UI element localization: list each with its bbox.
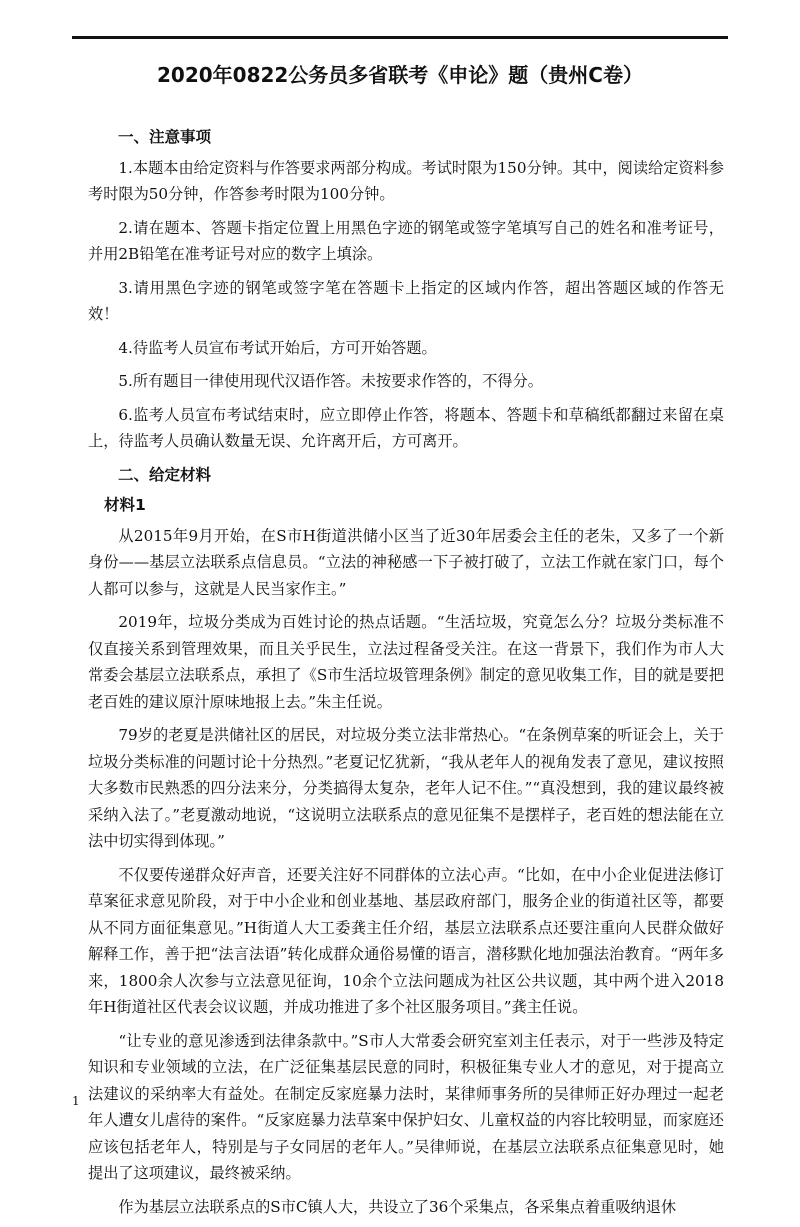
material-paragraph: 不仅要传递群众好声音，还要关注好不同群体的立法心声。“比如，在中小企业促进法修订草案征求意见阶段，对于中小企业和创业基地、基层政府部门，服务企业的街道社区等，都要从不同方面征集意见。”H街道人大工委龚主任介绍，基层立法联系点还要注重向人民群众做好解释工作，善于把“法言法语”转化成群众通俗易懂的语言，潜移默化地加强法治教育。“两年多来，1800余人次参与立法意见征询，10余个立法问题成为社区公共议题，其中两个进入2018年H街道社区代表会议议题，并成功推进了多个社区服务项目。”龚主任说。 [88,865,724,1016]
top-rule [72,36,728,39]
notice-item: 2.请在题本、答题卡指定位置上用黑色字迹的钢笔或签字笔填写自己的姓名和准考证号，并用2B铅笔在准考证号对应的数字上填涂。 [88,218,724,263]
notice-item: 1.本题本由给定资料与作答要求两部分构成。考试时限为150分钟。其中，阅读给定资料参考时限为50分钟，作答参考时限为100分钟。 [88,158,724,203]
document-body [88,124,724,1227]
notice-item: 4.待监考人员宣布考试开始后，方可开始答题。 [118,338,437,357]
material-paragraph: “让专业的意见渗透到法律条款中。”S市人大常委会研究室刘主任表示，对于一些涉及特定知识和专业领域的立法，在广泛征集基层民意的同时，积极征集专业人才的意见，对于提高立法建议的采纳率大有益处。在制定反家庭暴力法时，某律师事务所的吴律师正好办理过一起老年人遭女儿虐待的案件。“反家庭暴力法草案中保护妇女、儿童权益的内容比较明显，而家庭还应该包括老年人，特别是与子女同居的老年人。”吴律师说，在基层立法联系点征集意见时，她提出了这项建议，最终被采纳。 [88,1031,724,1182]
page-number: 1 [72,1094,80,1108]
material-paragraph: 从2015年9月开始，在S市H街道洪储小区当了近30年居委会主任的老朱，又多了一个新身份——基层立法联系点信息员。“立法的神秘感一下子被打破了，立法工作就在家门口，每个人都可以参与，这就是人民当家作主。” [88,526,724,598]
notice-item: 3.请用黑色字迹的钢笔或签字笔在答题卡上指定的区域内作答，超出答题区域的作答无效！ [88,278,724,323]
material-paragraph: 79岁的老夏是洪储社区的居民，对垃圾分类立法非常热心。“在条例草案的听证会上，关于垃圾分类标准的问题讨论十分热烈。”老夏记忆犹新，“我从老年人的视角发表了意见，建议按照大多数市民熟悉的四分法来分，分类搞得太复杂，老年人记不住。”“真没想到，我的建议最终被采纳入法了。”老夏激动地说，“这说明立法联系点的意见征集不是摆样子，老百姓的想法能在立法中切实得到体现。” [88,726,724,850]
notice-item: 5.所有题目一律使用现代汉语作答。未按要求作答的，不得分。 [118,372,543,390]
section-heading-notes: 一、注意事项 [118,128,212,146]
material-paragraph: 2019年，垃圾分类成为百姓讨论的热点话题。“生活垃圾，究竟怎么分？垃圾分类标准不仅直接关系到管理效果，而且关乎民生，立法过程备受关注。在这一背景下，我们作为市人大常委会基层立法联系点，承担了《S市生活垃圾管理条例》制定的意见收集工作，目的就是要把老百姓的建议原汁原味地报上去。”朱主任说。 [88,613,724,711]
section-heading-materials: 二、给定材料 [118,465,212,484]
notice-item: 6.监考人员宣布考试结束时，应立即停止作答，将题本、答题卡和草稿纸都翻过来留在桌上，待监考人员确认数量无误、允许离开后，方可离开。 [88,405,724,450]
material-paragraph: 作为基层立法联系点的S市C镇人大，共设立了36个采集点，各采集点着重吸纳退休 [118,1197,677,1216]
document-title: 2020年0822公务员多省联考《申论》题（贵州C卷） [156,63,643,87]
material-title: 材料1 [104,496,146,514]
